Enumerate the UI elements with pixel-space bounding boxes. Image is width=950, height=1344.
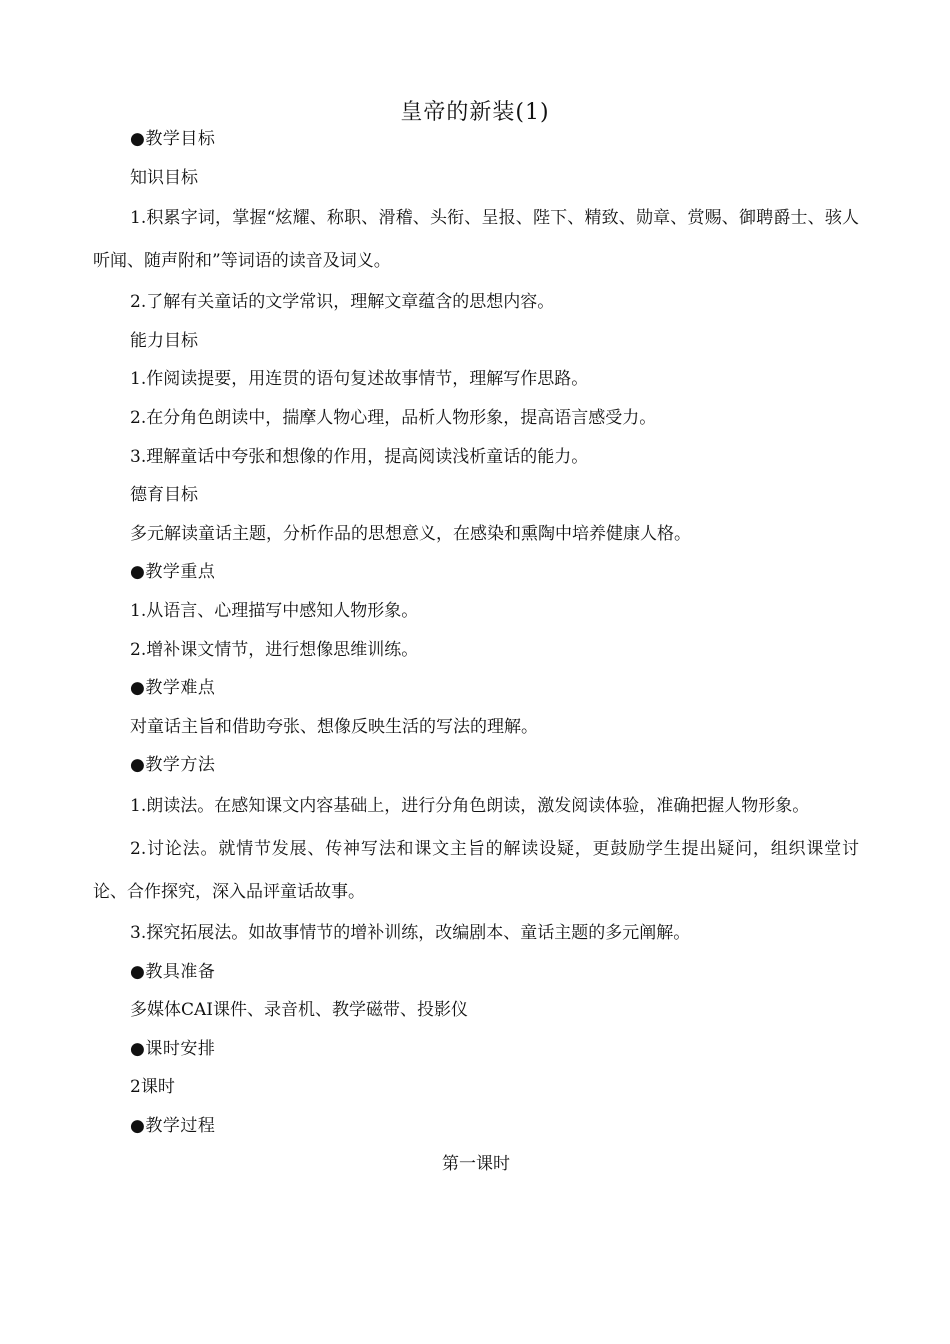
knowledge-item-1: 1.积累字词，掌握“炫耀、称职、滑稽、头衔、呈报、陛下、精致、勋章、赏赐、御聘爵士、骇人听闻、随声附和”等词语的读音及词义。 xyxy=(93,208,859,272)
method-item-2: 2.讨论法。就情节发展、传神写法和课文主旨的解读设疑，更鼓励学生提出疑问，组织课堂讨论、合作探究，深入品评童话故事。 xyxy=(93,838,859,902)
section-heading-schedule: ●课时安排 xyxy=(130,1038,216,1059)
subheading-moral: 德育目标 xyxy=(130,485,198,506)
tools-item-1: 多媒体CAI课件、录音机、教学磁带、投影仪 xyxy=(130,1000,468,1021)
section-heading-key-points: ●教学重点 xyxy=(130,562,216,583)
lesson-one-heading: 第一课时 xyxy=(442,1154,510,1175)
difficulty-item-1: 对童话主旨和借助夸张、想像反映生活的写法的理解。 xyxy=(130,716,538,737)
section-heading-methods: ●教学方法 xyxy=(130,755,216,776)
ability-item-1: 1.作阅读提要，用连贯的语句复述故事情节，理解写作思路。 xyxy=(130,369,589,390)
key-point-2: 2.增补课文情节，进行想像思维训练。 xyxy=(130,639,419,660)
method-item-1: 1.朗读法。在感知课文内容基础上，进行分角色朗读，激发阅读体验，准确把握人物形象。 xyxy=(130,795,810,816)
document-title: 皇帝的新装(1) xyxy=(400,100,550,125)
schedule-item-1: 2课时 xyxy=(130,1077,175,1098)
ability-item-3: 3.理解童话中夸张和想像的作用，提高阅读浅析童话的能力。 xyxy=(130,446,589,467)
subheading-knowledge: 知识目标 xyxy=(130,167,198,188)
knowledge-item-2: 2.了解有关童话的文学常识，理解文章蕴含的思想内容。 xyxy=(130,292,555,313)
subheading-ability: 能力目标 xyxy=(130,330,198,351)
section-heading-difficulties: ●教学难点 xyxy=(130,678,216,699)
moral-item-1: 多元解读童话主题，分析作品的思想意义，在感染和熏陶中培养健康人格。 xyxy=(130,523,691,544)
key-point-1: 1.从语言、心理描写中感知人物形象。 xyxy=(130,600,419,621)
ability-item-2: 2.在分角色朗读中，揣摩人物心理，品析人物形象，提高语言感受力。 xyxy=(130,407,657,428)
section-heading-tools: ●教具准备 xyxy=(130,961,216,982)
document-body xyxy=(93,120,859,1184)
section-heading-process: ●教学过程 xyxy=(130,1115,216,1136)
method-item-3: 3.探究拓展法。如故事情节的增补训练，改编剧本、童话主题的多元阐解。 xyxy=(130,922,691,943)
section-heading-objectives: ●教学目标 xyxy=(130,129,216,149)
